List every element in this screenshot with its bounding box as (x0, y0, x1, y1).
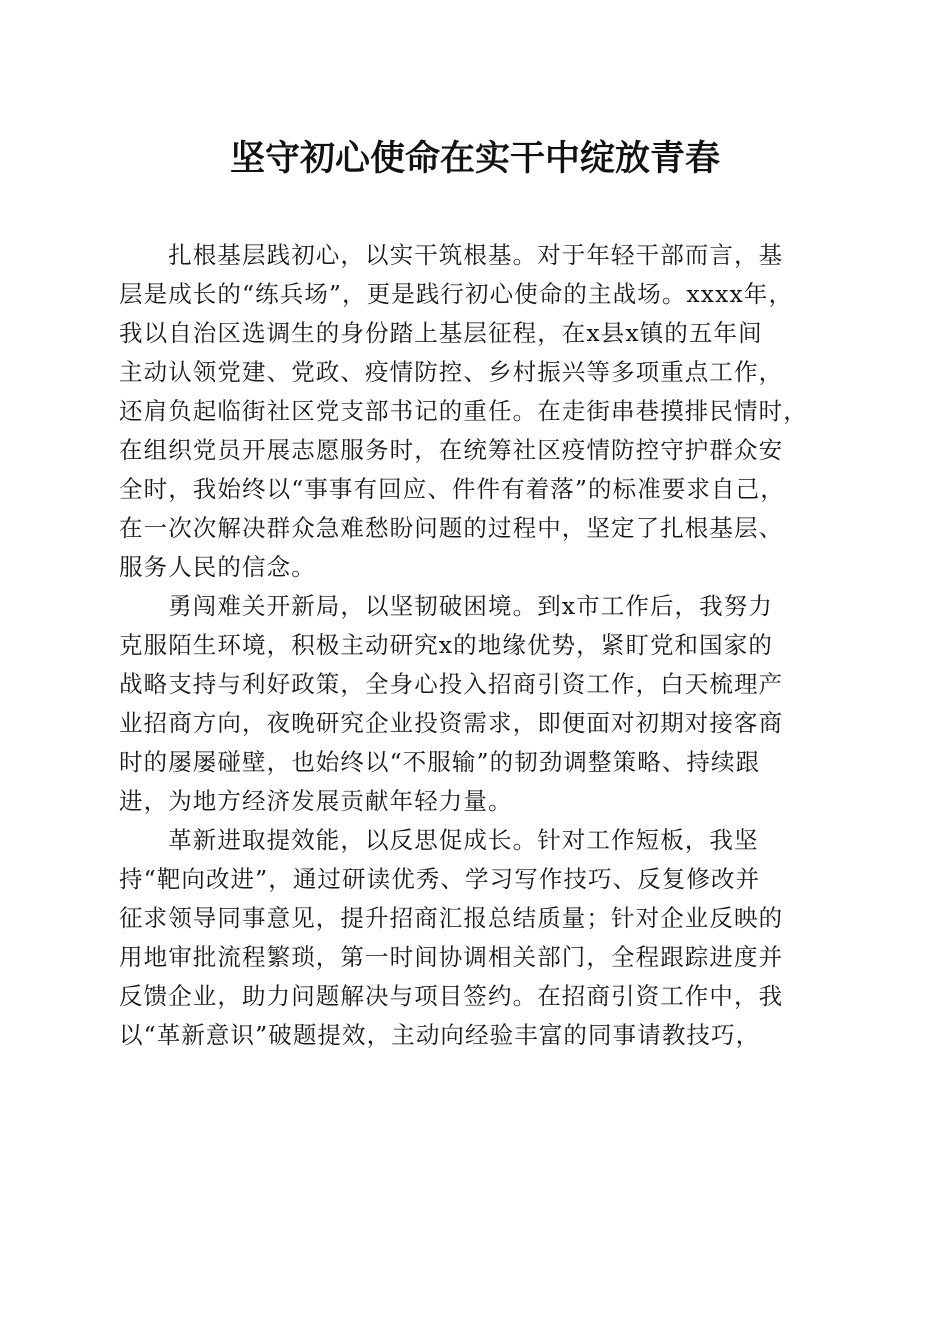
paragraph-3 (119, 821, 831, 1055)
document-title: 坚守初心使命在实干中绽放青春 (229, 138, 720, 179)
text-line: 扎根基层践初心，以实干筑根基。对于年轻干部而言，基 (119, 241, 784, 269)
text-line: 在一次次解决群众急难愁盼问题的过程中，坚定了扎根基层、 (119, 514, 784, 542)
text-line: 用地审批流程繁琐，第一时间协调相关部门，全程跟踪进度并 (119, 943, 784, 971)
text-line: 服务人民的信念。 (119, 553, 316, 581)
paragraph-2 (119, 587, 831, 821)
text-line: 业招商方向，夜晚研究企业投资需求，即便面对初期对接客商 (119, 709, 784, 737)
text-line: 反馈企业，助力问题解决与项目签约。在招商引资工作中，我 (119, 982, 784, 1010)
text-line: 我以自治区选调生的身份踏上基层征程，在x县x镇的五年间 (119, 319, 763, 347)
text-line: 还肩负起临街社区党支部书记的重任。在走街串巷摸排民情时， (119, 397, 808, 425)
text-line: 全时，我始终以“事事有回应、件件有着落”的标准要求自己， (119, 475, 785, 503)
text-line: 时的屡屡碰壁，也始终以“不服输”的韧劲调整策略、持续跟 (119, 748, 761, 776)
text-line: 持“靶向改进”，通过研读优秀、学习写作技巧、反复修改并 (119, 865, 761, 893)
text-line: 以“革新意识”破题提效，主动向经验丰富的同事请教技巧， (119, 1021, 761, 1049)
text-line: 革新进取提效能，以反思促成长。针对工作短板，我坚 (119, 826, 759, 854)
text-line: 进，为地方经济发展贡献年轻力量。 (119, 787, 513, 815)
text-line: 层是成长的“练兵场”，更是践行初心使命的主战场。xxxx年， (119, 280, 794, 308)
text-line: 勇闯难关开新局，以坚韧破困境。到x市工作后，我努力 (119, 592, 773, 620)
text-line: 在组织党员开展志愿服务时，在统筹社区疫情防控守护群众安 (119, 436, 784, 464)
paragraph-1 (119, 236, 831, 587)
text-line: 主动认领党建、党政、疫情防控、乡村振兴等多项重点工作， (119, 358, 784, 386)
text-line: 征求领导同事意见，提升招商汇报总结质量；针对企业反映的 (119, 904, 784, 932)
text-line: 克服陌生环境，积极主动研究x的地缘优势，紧盯党和国家的 (119, 631, 773, 659)
document-body (119, 236, 831, 1055)
text-line: 战略支持与利好政策，全身心投入招商引资工作，白天梳理产 (119, 670, 784, 698)
